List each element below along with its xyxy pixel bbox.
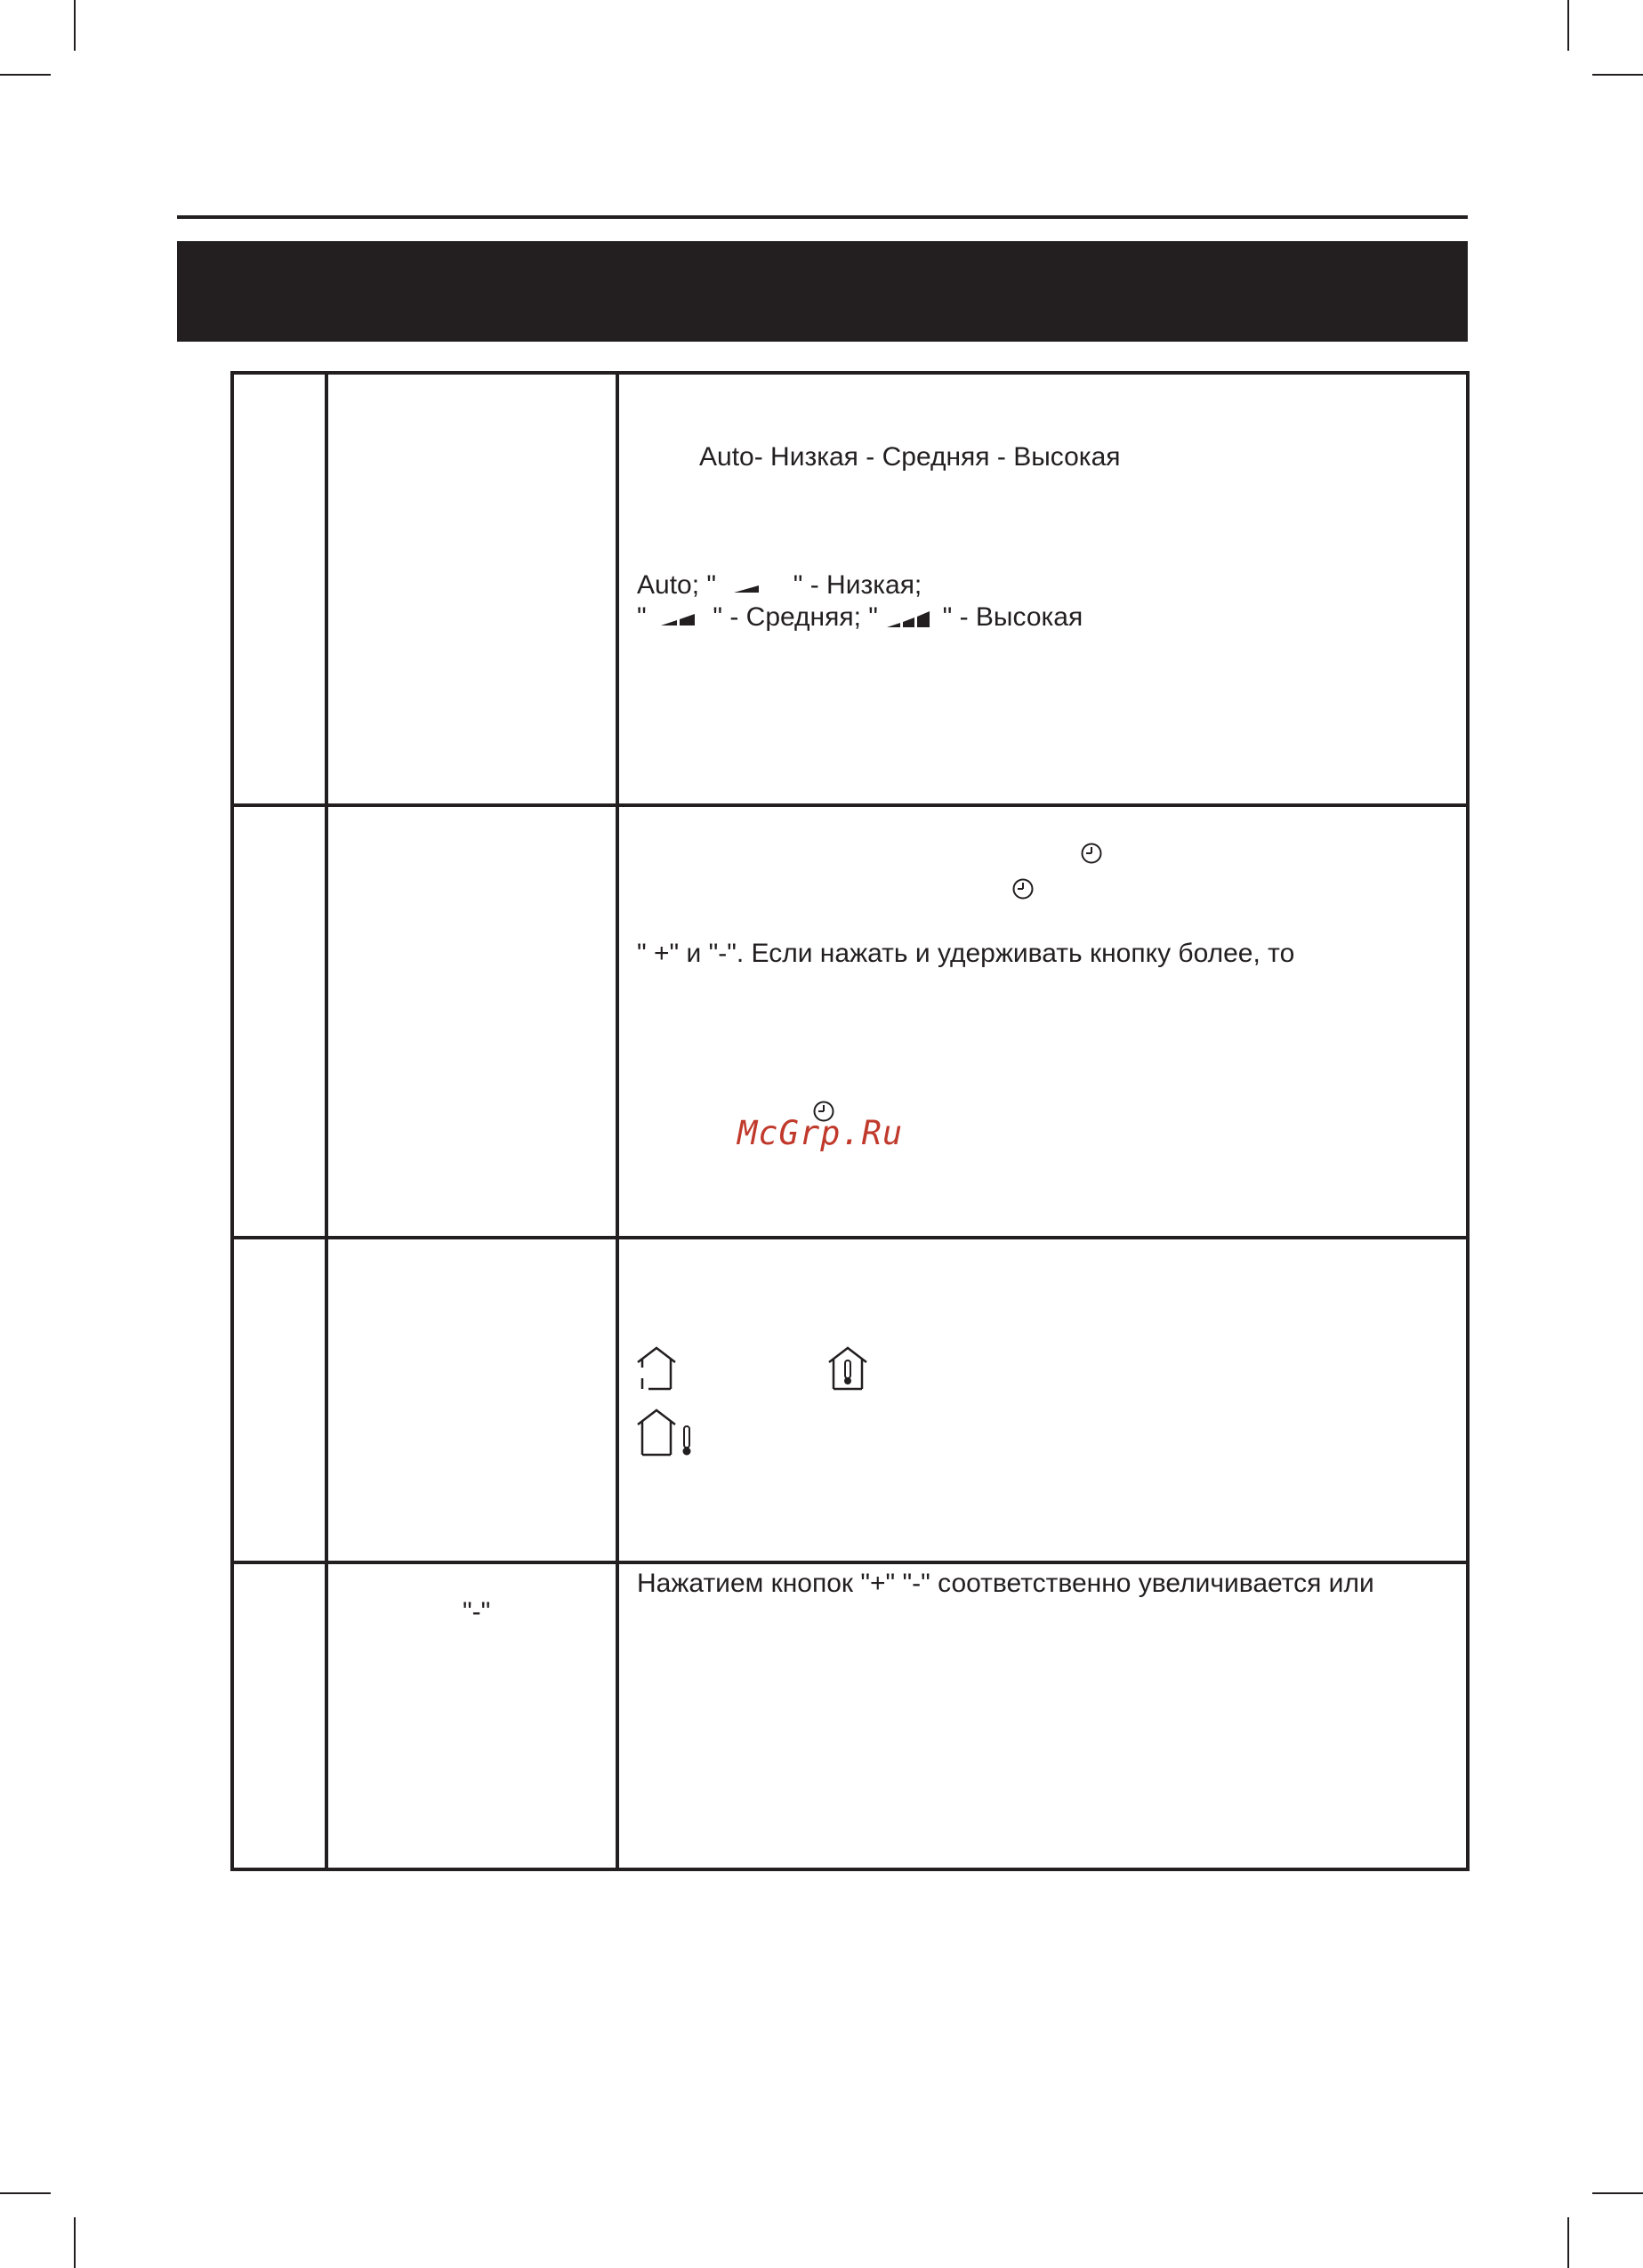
crop-mark bbox=[0, 2192, 51, 2194]
plus-minus-description: Нажатием кнопок "+" "-" соответственно увеличивается или bbox=[637, 1569, 1374, 1598]
fan-speed-high-icon bbox=[885, 605, 935, 632]
fan-speed-medium-icon bbox=[654, 607, 705, 630]
table-column-divider bbox=[325, 371, 328, 1871]
header-rule bbox=[177, 215, 1468, 219]
table-row-divider bbox=[230, 803, 1470, 807]
table-row-divider bbox=[230, 1561, 1470, 1564]
header-band bbox=[177, 241, 1468, 342]
fan-speed-medium-label: " - Средняя; " bbox=[713, 602, 878, 632]
minus-button-label: "-" bbox=[463, 1597, 491, 1626]
table-row-divider bbox=[230, 1236, 1470, 1239]
crop-mark bbox=[1592, 74, 1643, 76]
crop-mark bbox=[1592, 2192, 1643, 2194]
clock-icon bbox=[1080, 842, 1103, 865]
house-indoor-temperature-icon bbox=[826, 1344, 870, 1394]
crop-mark bbox=[1567, 0, 1569, 51]
house-setpoint-icon bbox=[634, 1344, 679, 1394]
fan-speed-low-icon bbox=[723, 575, 785, 598]
crop-mark bbox=[0, 74, 51, 76]
clock-icon bbox=[1011, 877, 1035, 900]
fan-speed-sequence: Auto- Низкая - Средняя - Высокая bbox=[699, 442, 1121, 472]
fan-speed-medium-high-line bbox=[637, 601, 1083, 634]
house-outdoor-temperature-icon bbox=[634, 1407, 705, 1460]
quote-open: " bbox=[637, 602, 647, 632]
watermark: McGrp.Ru bbox=[737, 1114, 904, 1152]
crop-mark bbox=[74, 2217, 76, 2268]
crop-mark bbox=[1567, 2217, 1569, 2268]
timer-hold-text: " +" и "-". Если нажать и удерживать кнопку более, то bbox=[637, 939, 1295, 968]
fan-speed-auto-label: Auto; " bbox=[637, 570, 717, 600]
crop-mark bbox=[74, 0, 76, 51]
fan-speed-low-label: " - Низкая; bbox=[793, 570, 922, 600]
fan-speed-auto-low-line bbox=[637, 569, 922, 601]
table-column-divider bbox=[616, 371, 619, 1871]
fan-speed-high-label: " - Высокая bbox=[942, 602, 1083, 632]
